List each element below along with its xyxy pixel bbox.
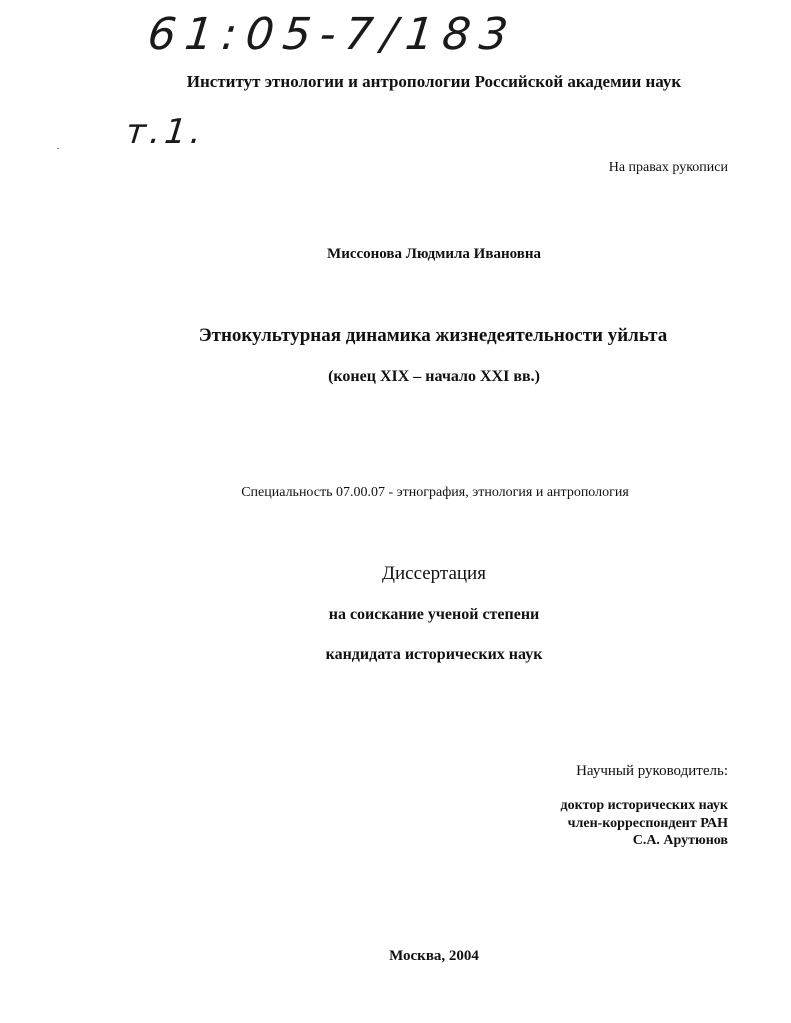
degree-line-1: на соискание ученой степени [328, 606, 540, 623]
document-type: Диссертация [382, 563, 486, 584]
place-and-year: Москва, 2004 [389, 948, 479, 964]
author-name [0, 244, 791, 264]
dissertation-title: Этнокультурная динамика жизнедеятельности уйльта [198, 325, 668, 346]
degree-line-2: кандидата исторических наук [325, 646, 543, 663]
specialty-line: Специальность 07.00.07 - этнография, этнология и антропология [241, 485, 629, 500]
rights-note: На правах рукописи [608, 160, 728, 175]
supervisor-degree: доктор исторических наук [560, 798, 728, 813]
author-surname: Миссонова [327, 246, 403, 262]
dissertation-period: (конец XIX – начало XXI вв.) [328, 368, 540, 385]
supervisor-name: С.А. Арутюнов [632, 833, 728, 848]
supervisor-membership: член-корреспондент РАН [567, 815, 728, 831]
supervisor-details [560, 797, 728, 850]
institute-name: Институт этнологии и антропологии Российской академии наук [186, 72, 682, 91]
handwritten-catalog-number: 61:05-7/183 [145, 9, 520, 60]
author-given-names: Людмила Ивановна [405, 246, 541, 262]
supervisor-label: Научный руководитель: [576, 763, 728, 779]
handwritten-volume-mark: т.1. [123, 112, 208, 152]
scan-speck [57, 148, 59, 149]
